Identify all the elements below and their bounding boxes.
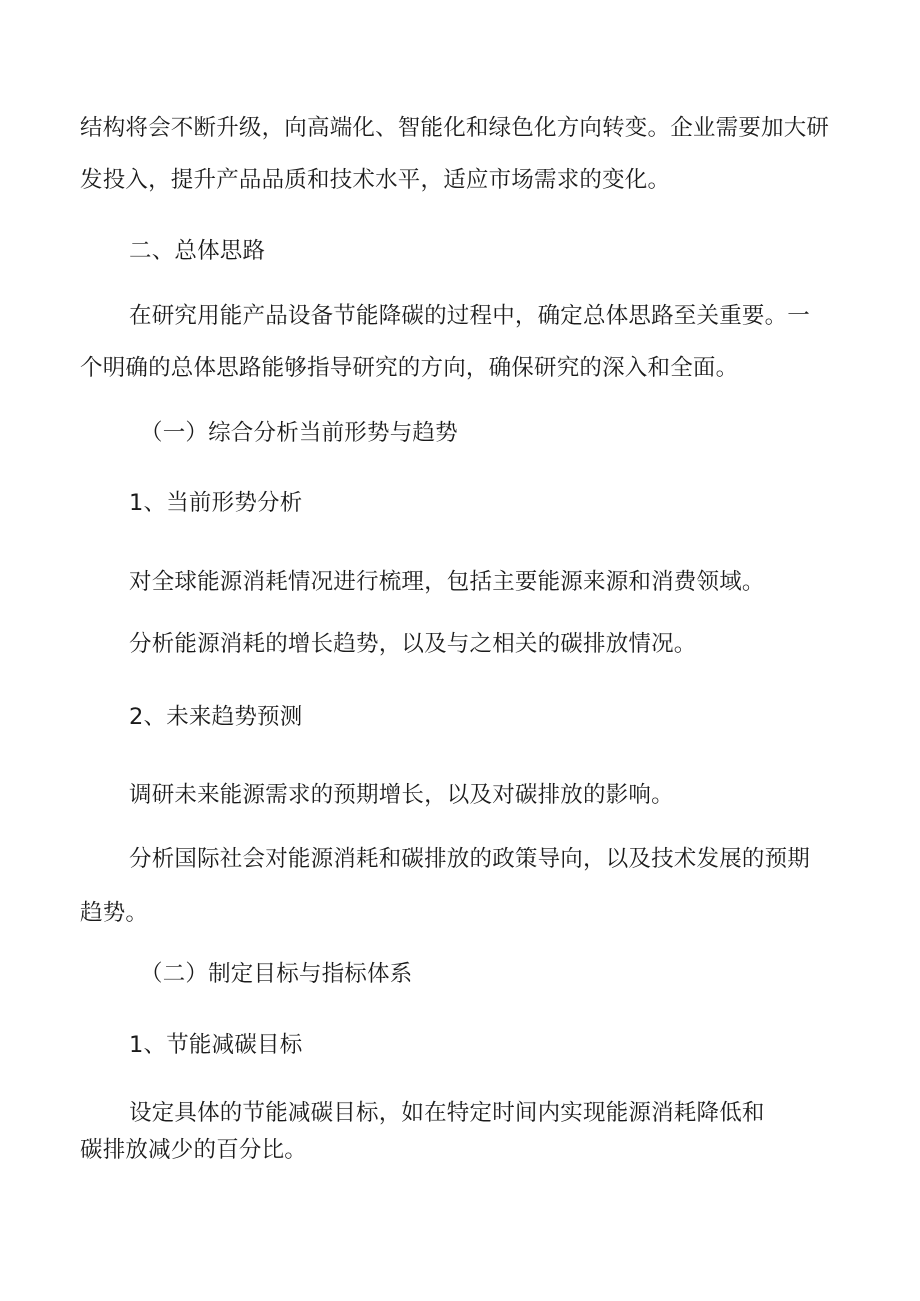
subsection-heading: （二）制定目标与指标体系 bbox=[140, 961, 413, 987]
body-text-line: 调研未来能源需求的预期增长，以及对碳排放的影响。 bbox=[129, 782, 674, 808]
body-text-line: 在研究用能产品设备节能降碳的过程中，确定总体思路至关重要。一 bbox=[129, 303, 811, 329]
body-text-line: 设定具体的节能减碳目标，如在特定时间内实现能源消耗降低和 bbox=[129, 1100, 765, 1126]
body-text-line: 碳排放减少的百分比。 bbox=[80, 1137, 308, 1163]
item-heading: 1、节能减碳目标 bbox=[129, 1032, 303, 1058]
body-text-line: 结构将会不断升级，向高端化、智能化和绿色化方向转变。企业需要加大研 bbox=[80, 115, 830, 141]
body-text-line: 趋势。 bbox=[80, 900, 149, 926]
item-heading: 2、未来趋势预测 bbox=[129, 704, 303, 730]
section-heading: 二、总体思路 bbox=[129, 238, 266, 264]
body-text-line: 个明确的总体思路能够指导研究的方向，确保研究的深入和全面。 bbox=[80, 355, 739, 381]
item-heading: 1、当前形势分析 bbox=[129, 490, 303, 516]
body-text-line: 对全球能源消耗情况进行梳理，包括主要能源来源和消费领域。 bbox=[129, 569, 765, 595]
subsection-heading: （一）综合分析当前形势与趋势 bbox=[140, 420, 458, 446]
body-text-line: 分析国际社会对能源消耗和碳排放的政策导向，以及技术发展的预期 bbox=[129, 846, 811, 872]
body-text-line: 分析能源消耗的增长趋势，以及与之相关的碳排放情况。 bbox=[129, 631, 697, 657]
body-text-line: 发投入，提升产品品质和技术水平，适应市场需求的变化。 bbox=[80, 167, 671, 193]
